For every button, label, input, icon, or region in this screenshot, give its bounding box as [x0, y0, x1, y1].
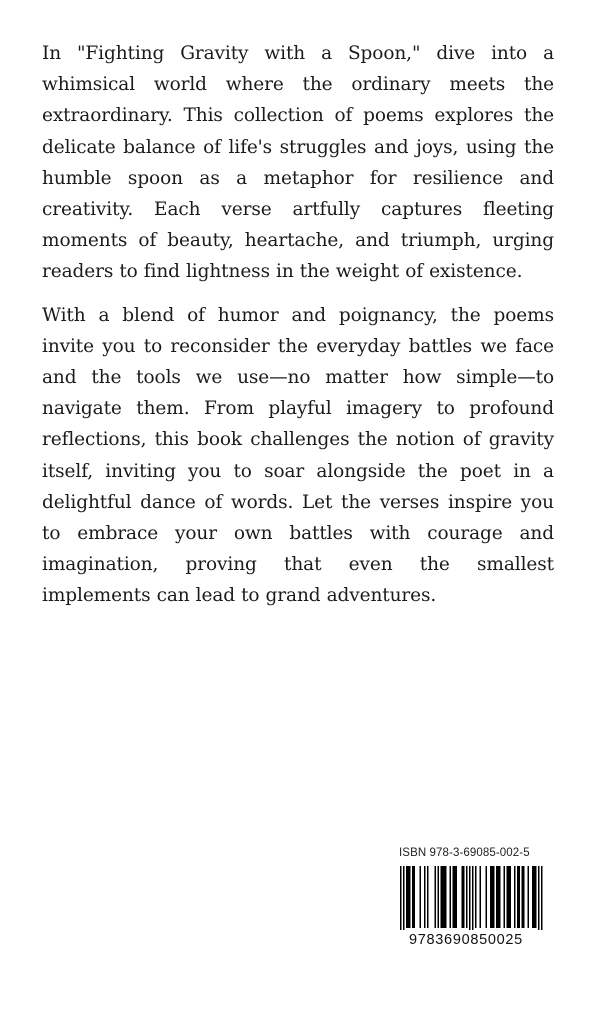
barcode-bar [486, 866, 488, 928]
barcode-bar [480, 866, 482, 928]
barcode-bar [469, 866, 471, 930]
barcode-bar [496, 866, 501, 928]
barcode-bar [490, 866, 495, 928]
barcode-bar [412, 866, 415, 928]
barcode-bar [441, 866, 447, 928]
barcode-bar [541, 866, 543, 930]
barcode-bar [406, 866, 411, 928]
isbn-label: ISBN 978-3-69085-002-5 [399, 847, 530, 859]
barcode-graphic [396, 866, 558, 930]
barcode-bar [522, 866, 525, 928]
barcode-bar [504, 866, 506, 928]
barcode-bar [435, 866, 437, 928]
barcode-number: 9783690850025 [409, 932, 523, 948]
barcode-bar [507, 866, 512, 928]
barcode-bar [438, 866, 440, 928]
barcode-bar [538, 866, 540, 930]
barcode-bar [450, 866, 452, 928]
isbn-barcode-block [396, 844, 558, 956]
barcode-bar [514, 866, 516, 928]
barcode-bar [403, 866, 405, 930]
barcode-bar [424, 866, 426, 928]
barcode-bar [472, 866, 474, 930]
barcode-bar [427, 866, 429, 928]
barcode-bar [517, 866, 520, 928]
blurb-paragraph-2: With a blend of humor and poignancy, the poems invite you to reconsider the everyday battles we face and the tools we use—no matter how simple—to navigate them. From playful imagery to profound reflections, this book challenges the notion of gravity itself, inviting you to soar alongside the poet in a delightful dance of words. Let the verses inspire you to embrace your own battles with courage and imagination, proving that even the smallest implements can lead to grand adventures. [42, 304, 554, 607]
blurb-paragraph-1: In "Fighting Gravity with a Spoon," dive into a whimsical world where the ordinary meets the extraordinary. This collection of poems explores the delicate balance of life's struggles and joys, using the humble spoon as a metaphor for resilience and creativity. Each verse artfully captures fleeting moments of beauty, heartache, and triumph, urging readers to find lightness in the weight of existence. [42, 43, 554, 283]
barcode-bar [466, 866, 468, 928]
back-cover-blurb [42, 38, 554, 612]
barcode-bar [420, 866, 422, 928]
barcode-bar [532, 866, 537, 928]
barcode-bar [462, 866, 465, 928]
barcode-bar [528, 866, 530, 928]
barcode-bar [400, 866, 402, 930]
barcode-bar [475, 866, 477, 928]
barcode-bar [453, 866, 458, 928]
